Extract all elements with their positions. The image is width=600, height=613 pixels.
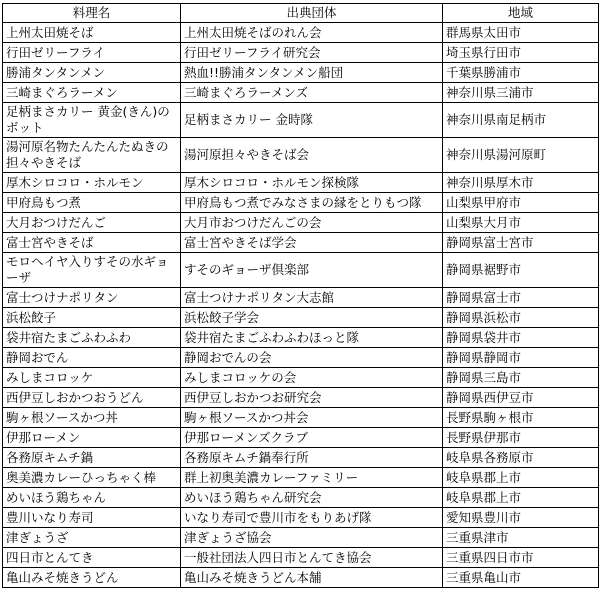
group-cell: 浜松餃子学会 — [181, 308, 443, 328]
region-cell: 神奈川県三浦市 — [443, 83, 599, 103]
dish-cell: 湯河原名物たんたんたぬきの担々やきそば — [3, 138, 181, 173]
group-cell: 足柄まさカリー 金時隊 — [181, 103, 443, 138]
group-cell: 伊那ローメンズクラブ — [181, 428, 443, 448]
table-row — [3, 548, 599, 568]
group-cell: 袋井宿たまごふわふわほっと隊 — [181, 328, 443, 348]
table-row — [3, 193, 599, 213]
table-row — [3, 428, 599, 448]
dish-cell: 三崎まぐろラーメン — [3, 83, 181, 103]
dish-cell: 富士宮やきそば — [3, 233, 181, 253]
dish-cell: みしまコロッケ — [3, 368, 181, 388]
region-cell: 岐阜県各務原市 — [443, 448, 599, 468]
group-cell: 静岡おでんの会 — [181, 348, 443, 368]
table-row — [3, 468, 599, 488]
dish-cell: 四日市とんてき — [3, 548, 181, 568]
group-cell: すそのギョーザ倶楽部 — [181, 253, 443, 288]
region-cell: 山梨県甲府市 — [443, 193, 599, 213]
region-cell: 千葉県勝浦市 — [443, 63, 599, 83]
group-cell: 駒ヶ根ソースかつ丼会 — [181, 408, 443, 428]
dish-cell: 厚木シロコロ・ホルモン — [3, 173, 181, 193]
table-row — [3, 288, 599, 308]
region-cell: 静岡県西伊豆市 — [443, 388, 599, 408]
region-cell: 岐阜県郡上市 — [443, 488, 599, 508]
dish-cell: 各務原キムチ鍋 — [3, 448, 181, 468]
group-cell: 行田ゼリーフライ研究会 — [181, 43, 443, 63]
group-cell: 津ぎょうざ協会 — [181, 528, 443, 548]
region-cell: 三重県四日市市 — [443, 548, 599, 568]
region-cell: 山梨県大月市 — [443, 213, 599, 233]
table-row — [3, 348, 599, 368]
dish-cell: 上州太田焼そば — [3, 23, 181, 43]
table-row — [3, 83, 599, 103]
table-row — [3, 233, 599, 253]
group-cell: 甲府鳥もつ煮でみなさまの縁をとりもつ隊 — [181, 193, 443, 213]
table-row — [3, 568, 599, 588]
dish-cell: 奥美濃カレーひっちゃく棒 — [3, 468, 181, 488]
group-cell: 富士つけナポリタン大志館 — [181, 288, 443, 308]
region-cell: 静岡県裾野市 — [443, 253, 599, 288]
region-cell: 埼玉県行田市 — [443, 43, 599, 63]
dish-cell: 豊川いなり寿司 — [3, 508, 181, 528]
region-cell: 神奈川県厚木市 — [443, 173, 599, 193]
dish-cell: 足柄まさカリー 黄金(きん)のボット — [3, 103, 181, 138]
dish-cell: 津ぎょうざ — [3, 528, 181, 548]
dish-cell: 甲府鳥もつ煮 — [3, 193, 181, 213]
group-cell: みしまコロッケの会 — [181, 368, 443, 388]
table-row — [3, 368, 599, 388]
dish-cell: 亀山みそ焼きうどん — [3, 568, 181, 588]
dish-cell: 大月おつけだんご — [3, 213, 181, 233]
table-row — [3, 23, 599, 43]
dish-cell: 行田ゼリーフライ — [3, 43, 181, 63]
region-cell: 静岡県静岡市 — [443, 348, 599, 368]
group-cell: 各務原キムチ鍋奉行所 — [181, 448, 443, 468]
table-row — [3, 253, 599, 288]
header-group: 出典団体 — [181, 4, 443, 23]
group-cell: 一般社団法人四日市とんてき協会 — [181, 548, 443, 568]
table-row — [3, 138, 599, 173]
dish-cell: 勝浦タンタンメン — [3, 63, 181, 83]
group-cell: 湯河原担々やきそば会 — [181, 138, 443, 173]
group-cell: 熱血!!勝浦タンタンメン船団 — [181, 63, 443, 83]
region-cell: 長野県伊那市 — [443, 428, 599, 448]
dish-table — [2, 3, 599, 588]
region-cell: 静岡県富士宮市 — [443, 233, 599, 253]
table-row — [3, 408, 599, 428]
dish-cell: 袋井宿たまごふわふわ — [3, 328, 181, 348]
header-row — [3, 4, 599, 23]
region-cell: 三重県亀山市 — [443, 568, 599, 588]
dish-cell: 駒ヶ根ソースかつ丼 — [3, 408, 181, 428]
dish-cell: めいほう鶏ちゃん — [3, 488, 181, 508]
header-dish: 料理名 — [3, 4, 181, 23]
table-row — [3, 388, 599, 408]
table-row — [3, 173, 599, 193]
group-cell: めいほう鶏ちゃん研究会 — [181, 488, 443, 508]
region-cell: 岐阜県郡上市 — [443, 468, 599, 488]
group-cell: 上州太田焼そばのれん会 — [181, 23, 443, 43]
table-row — [3, 528, 599, 548]
dish-cell: 伊那ローメン — [3, 428, 181, 448]
table-row — [3, 43, 599, 63]
group-cell: 富士宮やきそば学会 — [181, 233, 443, 253]
header-region: 地域 — [443, 4, 599, 23]
group-cell: 大月市おつけだんごの会 — [181, 213, 443, 233]
group-cell: 厚木シロコロ・ホルモン探検隊 — [181, 173, 443, 193]
region-cell: 静岡県浜松市 — [443, 308, 599, 328]
table-row — [3, 308, 599, 328]
group-cell: 三崎まぐろラーメンズ — [181, 83, 443, 103]
dish-cell: 浜松餃子 — [3, 308, 181, 328]
region-cell: 三重県津市 — [443, 528, 599, 548]
table-row — [3, 213, 599, 233]
dish-cell: 西伊豆しおかつおうどん — [3, 388, 181, 408]
table-row — [3, 328, 599, 348]
group-cell: 亀山みそ焼きうどん本舗 — [181, 568, 443, 588]
region-cell: 静岡県三島市 — [443, 368, 599, 388]
group-cell: 西伊豆しおかつお研究会 — [181, 388, 443, 408]
table-row — [3, 63, 599, 83]
region-cell: 神奈川県南足柄市 — [443, 103, 599, 138]
dish-cell: モロヘイヤ入りすその水ギョーザ — [3, 253, 181, 288]
region-cell: 静岡県袋井市 — [443, 328, 599, 348]
dish-cell: 静岡おでん — [3, 348, 181, 368]
region-cell: 群馬県太田市 — [443, 23, 599, 43]
table-row — [3, 448, 599, 468]
table-row — [3, 488, 599, 508]
table-row — [3, 508, 599, 528]
dish-cell: 富士つけナポリタン — [3, 288, 181, 308]
group-cell: 群上初奥美濃カレーファミリー — [181, 468, 443, 488]
region-cell: 静岡県富士市 — [443, 288, 599, 308]
region-cell: 愛知県豊川市 — [443, 508, 599, 528]
group-cell: いなり寿司で豊川市をもりあげ隊 — [181, 508, 443, 528]
table-row — [3, 103, 599, 138]
region-cell: 神奈川県湯河原町 — [443, 138, 599, 173]
region-cell: 長野県駒ヶ根市 — [443, 408, 599, 428]
